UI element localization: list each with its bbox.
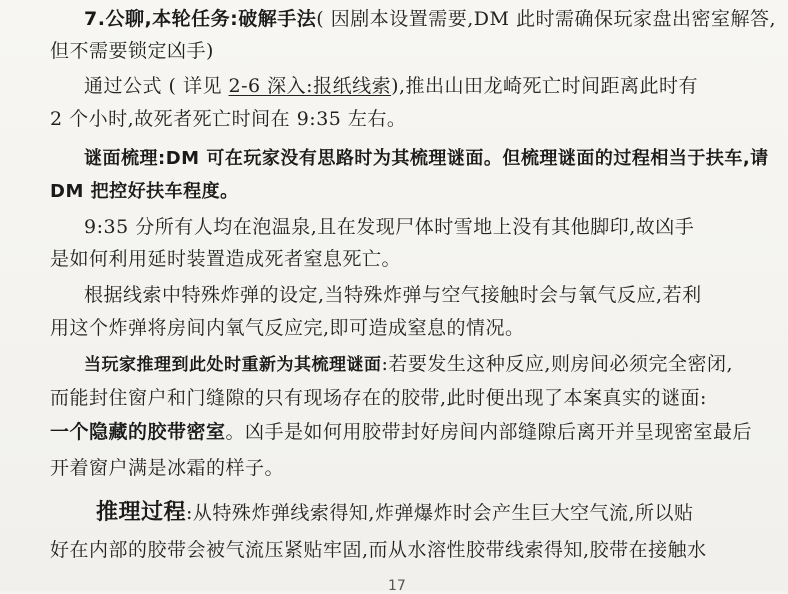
timeline-line2: 是如何利用延时装置造成死者窒息死亡。 bbox=[50, 248, 402, 270]
task-note: ( 因剧本设置需要,DM 此时需确保玩家盘出密室解答, bbox=[316, 8, 777, 30]
reoutline-text1: :若要发生这种反应,则房间必须完全密闭, bbox=[381, 353, 733, 375]
task-heading-line bbox=[84, 6, 776, 32]
mystery-outline-line1: 谜面梳理:DM 可在玩家没有思路时为其梳理谜面。但梳理谜面的过程相当于扶车,请 bbox=[84, 148, 769, 169]
reoutline-line4: 开着窗户满是冰霜的样子。 bbox=[50, 457, 285, 479]
page-number: 17 bbox=[388, 578, 406, 594]
bomb-line2: 用这个炸弹将房间内氧气反应完,即可造成窒息的情况。 bbox=[50, 317, 525, 339]
reoutline-text3: 。凶手是如何用胶带封好房间内部缝隙后离开并呈现密室最后 bbox=[225, 421, 753, 443]
reasoning-line1 bbox=[96, 500, 694, 526]
bomb-line1: 根据线索中特殊炸弹的设定,当特殊炸弹与空气接触时会与氧气反应,若利 bbox=[84, 284, 702, 306]
mystery-outline-line2: DM 把控好扶车程度。 bbox=[50, 181, 239, 202]
reasoning-line2: 好在内部的胶带会被气流压紧贴牢固,而从水溶性胶带线索得知,胶带在接触水 bbox=[50, 539, 707, 561]
reoutline-line3 bbox=[50, 419, 752, 445]
reasoning-lead: 推理过程 bbox=[96, 500, 187, 525]
clue-reference: 2-6 深入:报纸线索 bbox=[228, 75, 392, 97]
task-heading: 7.公聊,本轮任务: bbox=[84, 8, 239, 30]
task-note-cont: 但不需要锁定凶手) bbox=[50, 40, 214, 62]
reoutline-lead: 当玩家推理到此处时重新为其梳理谜面 bbox=[84, 355, 382, 375]
death-time-line: 2 个小时,故死者死亡时间在 9:35 左右。 bbox=[50, 108, 407, 130]
formula-post: ),推出山田龙崎死亡时间距离此时有 bbox=[391, 75, 699, 97]
timeline-line1: 9:35 分所有人均在泡温泉,且在发现尸体时雪地上没有其他脚印,故凶手 bbox=[84, 216, 695, 238]
formula-line bbox=[84, 73, 698, 99]
reoutline-line2: 而能封住窗户和门缝隙的只有现场存在的胶带,此时便出现了本案真实的谜面: bbox=[50, 387, 707, 409]
hidden-tape-room: 一个隐藏的胶带密室 bbox=[50, 421, 226, 443]
task-method: 破解手法 bbox=[238, 8, 317, 30]
reoutline-line1 bbox=[84, 351, 733, 378]
formula-pre: 通过公式 ( 详见 bbox=[84, 75, 229, 97]
reasoning-text1: :从特殊炸弹线索得知,炸弹爆炸时会产生巨大空气流,所以贴 bbox=[186, 502, 694, 524]
